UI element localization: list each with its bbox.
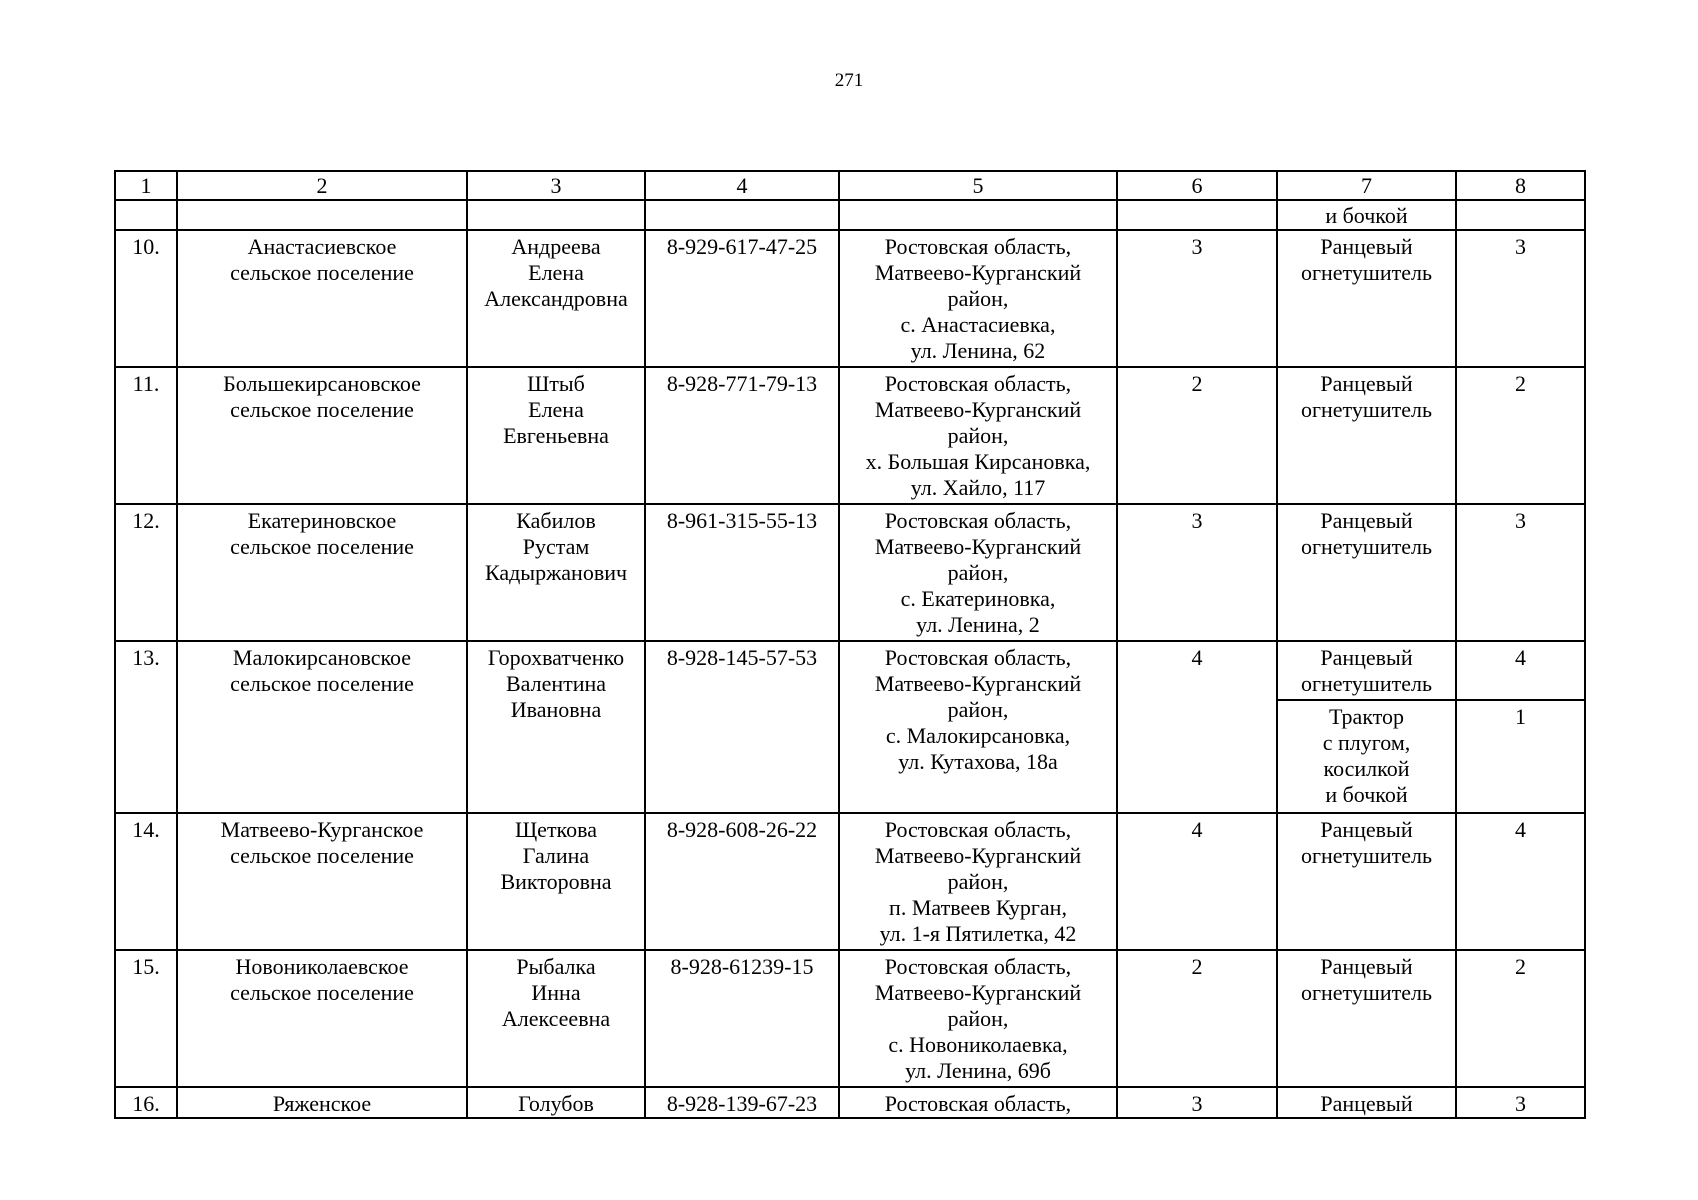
row-number: 11. [115, 367, 177, 504]
equipment-cell: Ранцевый огнетушитель [1277, 950, 1456, 1087]
count-cell: 2 [1117, 950, 1277, 1087]
header-cell: 1 [115, 171, 177, 200]
row-number: 10. [115, 230, 177, 367]
address-cell: Ростовская область, Матвеево-Курганский район, с. Екатериновка, ул. Ленина, 2 [839, 504, 1117, 641]
settlement-cell: Анастасиевское сельское поселение [177, 230, 467, 367]
row-number: 12. [115, 504, 177, 641]
person-cell: Голубов [467, 1087, 645, 1118]
header-cell: 4 [645, 171, 839, 200]
empty-cell [1117, 200, 1277, 230]
count-cell: 2 [1117, 367, 1277, 504]
empty-cell [467, 200, 645, 230]
person-cell: Андреева Елена Александровна [467, 230, 645, 367]
table-row [115, 1087, 1585, 1118]
row-number: 16. [115, 1087, 177, 1118]
row-number: 13. [115, 641, 177, 813]
equipment-cell: Ранцевый огнетушитель [1277, 504, 1456, 641]
equipment-cell: Ранцевый огнетушитель [1277, 230, 1456, 367]
equipment-cell: Ранцевый огнетушитель [1277, 813, 1456, 950]
header-cell: 7 [1277, 171, 1456, 200]
person-cell: Кабилов Рустам Кадыржанович [467, 504, 645, 641]
count-cell: 4 [1117, 641, 1277, 813]
phone-cell: 8-928-145-57-53 [645, 641, 839, 813]
quantity-cell: 4 [1456, 641, 1585, 700]
address-cell: Ростовская область, Матвеево-Курганский район, х. Большая Кирсановка, ул. Хайло, 117 [839, 367, 1117, 504]
page-number: 271 [834, 70, 864, 91]
address-cell: Ростовская область, Матвеево-Курганский район, с. Новониколаевка, ул. Ленина, 69б [839, 950, 1117, 1087]
person-cell: Горохватченко Валентина Ивановна [467, 641, 645, 813]
settlement-cell: Екатериновское сельское поселение [177, 504, 467, 641]
equipment-cell: Ранцевый [1277, 1087, 1456, 1118]
count-cell: 3 [1117, 230, 1277, 367]
quantity-cell: 2 [1456, 367, 1585, 504]
quantity-cell: 3 [1456, 1087, 1585, 1118]
equipment-table [114, 170, 1586, 1119]
settlement-cell: Большекирсановское сельское поселение [177, 367, 467, 504]
settlement-cell: Матвеево-Курганское сельское поселение [177, 813, 467, 950]
person-cell: Щеткова Галина Викторовна [467, 813, 645, 950]
phone-cell: 8-928-771-79-13 [645, 367, 839, 504]
row-number: 14. [115, 813, 177, 950]
count-cell: 3 [1117, 504, 1277, 641]
header-row [115, 171, 1585, 200]
count-cell: 3 [1117, 1087, 1277, 1118]
quantity-cell: 1 [1456, 700, 1585, 813]
table-row [115, 813, 1585, 950]
count-cell: 4 [1117, 813, 1277, 950]
address-cell: Ростовская область, Матвеево-Курганский район, с. Малокирсановка, ул. Кутахова, 18а [839, 641, 1117, 813]
table-row [115, 367, 1585, 504]
phone-cell: 8-928-608-26-22 [645, 813, 839, 950]
address-cell: Ростовская область, Матвеево-Курганский район, с. Анастасиевка, ул. Ленина, 62 [839, 230, 1117, 367]
table-row [115, 230, 1585, 367]
quantity-cell: 3 [1456, 504, 1585, 641]
header-cell: 6 [1117, 171, 1277, 200]
settlement-cell: Ряженское [177, 1087, 467, 1118]
equipment-cell: Ранцевый огнетушитель [1277, 367, 1456, 504]
address-cell: Ростовская область, Матвеево-Курганский район, п. Матвеев Курган, ул. 1-я Пятилетка, 42 [839, 813, 1117, 950]
quantity-cell: 2 [1456, 950, 1585, 1087]
phone-cell: 8-929-617-47-25 [645, 230, 839, 367]
table-row [115, 950, 1585, 1087]
table-row [115, 641, 1585, 700]
quantity-cell: 4 [1456, 813, 1585, 950]
quantity-cell: 3 [1456, 230, 1585, 367]
person-cell: Рыбалка Инна Алексеевна [467, 950, 645, 1087]
phone-cell: 8-928-61239-15 [645, 950, 839, 1087]
person-cell: Штыб Елена Евгеньевна [467, 367, 645, 504]
phone-cell: 8-928-139-67-23 [645, 1087, 839, 1118]
phone-cell: 8-961-315-55-13 [645, 504, 839, 641]
address-cell: Ростовская область, [839, 1087, 1117, 1118]
header-cell: 3 [467, 171, 645, 200]
settlement-cell: Новониколаевское сельское поселение [177, 950, 467, 1087]
equipment-cell: и бочкой [1277, 200, 1456, 230]
empty-cell [645, 200, 839, 230]
empty-cell [1456, 200, 1585, 230]
equipment-cell: Трактор с плугом, косилкой и бочкой [1277, 700, 1456, 813]
header-cell: 8 [1456, 171, 1585, 200]
empty-cell [177, 200, 467, 230]
empty-cell [839, 200, 1117, 230]
header-cell: 5 [839, 171, 1117, 200]
empty-cell [115, 200, 177, 230]
equipment-cell: Ранцевый огнетушитель [1277, 641, 1456, 700]
header-cell: 2 [177, 171, 467, 200]
table-row [115, 504, 1585, 641]
continuation-row [115, 200, 1585, 230]
settlement-cell: Малокирсановское сельское поселение [177, 641, 467, 813]
row-number: 15. [115, 950, 177, 1087]
